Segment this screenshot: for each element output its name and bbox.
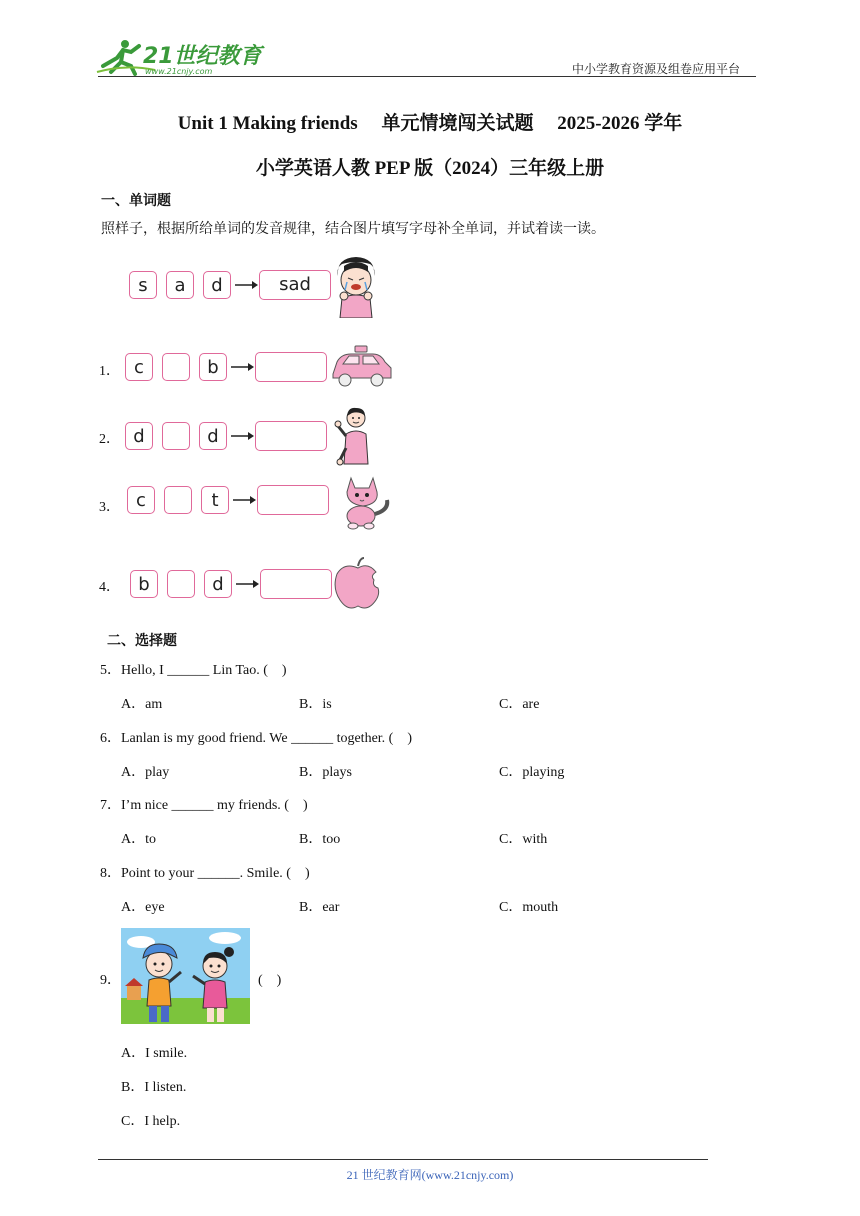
svg-text:21世纪教育: 21世纪教育	[143, 44, 262, 69]
letter-box: d	[204, 570, 232, 598]
question-number: 7．	[100, 798, 121, 813]
option-a[interactable]: A．play	[121, 765, 170, 780]
option-a[interactable]: A．I smile.	[121, 1046, 188, 1061]
question-text: Lanlan is my good friend. We ______ together. ( )	[121, 731, 412, 746]
answer-input-box[interactable]	[255, 421, 327, 451]
footer-link[interactable]: 21 世纪教育网(www.21cnjy.com)	[346, 1168, 514, 1182]
item-number: 2．	[99, 432, 120, 447]
answer-input-box[interactable]	[257, 485, 329, 515]
letter-box: a	[166, 271, 194, 299]
question-number: 8．	[100, 866, 121, 881]
letter-box: t	[201, 486, 229, 514]
instruction-text: 照样子，根据所给单词的发音规律，结合图片填写字母补全单词，并试着读一读。	[101, 222, 605, 237]
option-b[interactable]: B．is	[299, 697, 332, 712]
letter-box: b	[130, 570, 158, 598]
header-divider	[98, 76, 756, 77]
option-a[interactable]: A．am	[121, 697, 163, 712]
section-heading-words: 一、单词题	[101, 194, 171, 209]
option-c[interactable]: C．are	[499, 697, 540, 712]
answer-input-box[interactable]	[260, 569, 332, 599]
option-b[interactable]: B．too	[299, 832, 341, 847]
crying-child-icon	[332, 254, 380, 318]
bitten-apple-icon	[332, 556, 384, 612]
letter-box: d	[203, 271, 231, 299]
letter-input-box[interactable]	[162, 353, 190, 381]
arrow-icon	[230, 362, 254, 372]
letter-box: d	[125, 422, 153, 450]
question-text: ( )	[258, 973, 282, 988]
item-number: 3．	[99, 500, 120, 515]
cat-icon	[331, 470, 393, 530]
site-logo	[95, 36, 265, 78]
option-c[interactable]: C．playing	[499, 765, 565, 780]
question-number: 5．	[100, 663, 121, 678]
page-subtitle: 小学英语人教 PEP 版（2024）三年级上册	[255, 158, 605, 179]
arrow-icon	[235, 579, 259, 589]
item-number: 4．	[99, 580, 120, 595]
option-b[interactable]: B．I listen.	[121, 1080, 187, 1095]
question-text: Point to your ______. Smile. ( )	[121, 866, 310, 881]
option-a[interactable]: A．eye	[121, 900, 165, 915]
footer-divider	[98, 1159, 708, 1160]
option-c[interactable]: C．mouth	[499, 900, 559, 915]
option-b[interactable]: B．plays	[299, 765, 352, 780]
page-title: Unit 1 Making friends 单元情境闯关试题 2025-2026 学年	[177, 113, 683, 134]
question-number: 6．	[100, 731, 121, 746]
site-label: 中小学教育资源及组卷应用平台	[572, 62, 741, 76]
letter-input-box[interactable]	[167, 570, 195, 598]
letter-box: c	[127, 486, 155, 514]
taxi-cab-icon	[329, 344, 393, 390]
answer-box: sad	[259, 270, 331, 300]
section-heading-choice: 二、选择题	[107, 634, 177, 649]
arrow-icon	[232, 495, 256, 505]
answer-input-box[interactable]	[255, 352, 327, 382]
option-c[interactable]: C．I help.	[121, 1114, 181, 1129]
arrow-icon	[234, 280, 258, 290]
option-a[interactable]: A．to	[121, 832, 156, 847]
item-number: 1．	[99, 364, 120, 379]
question-number: 9．	[100, 973, 121, 988]
letter-input-box[interactable]	[162, 422, 190, 450]
letter-box: d	[199, 422, 227, 450]
question-text: I’m nice ______ my friends. ( )	[121, 798, 308, 813]
letter-input-box[interactable]	[164, 486, 192, 514]
letter-box: s	[129, 271, 157, 299]
letter-box: b	[199, 353, 227, 381]
svg-text:www.21cnjy.com: www.21cnjy.com	[145, 67, 213, 76]
letter-box: c	[125, 353, 153, 381]
arrow-icon	[230, 431, 254, 441]
father-waving-icon	[334, 404, 374, 468]
question-text: Hello, I ______ Lin Tao. ( )	[121, 663, 287, 678]
boy-and-girl-waving-icon	[121, 928, 250, 1024]
option-b[interactable]: B．ear	[299, 900, 340, 915]
option-c[interactable]: C．with	[499, 832, 548, 847]
